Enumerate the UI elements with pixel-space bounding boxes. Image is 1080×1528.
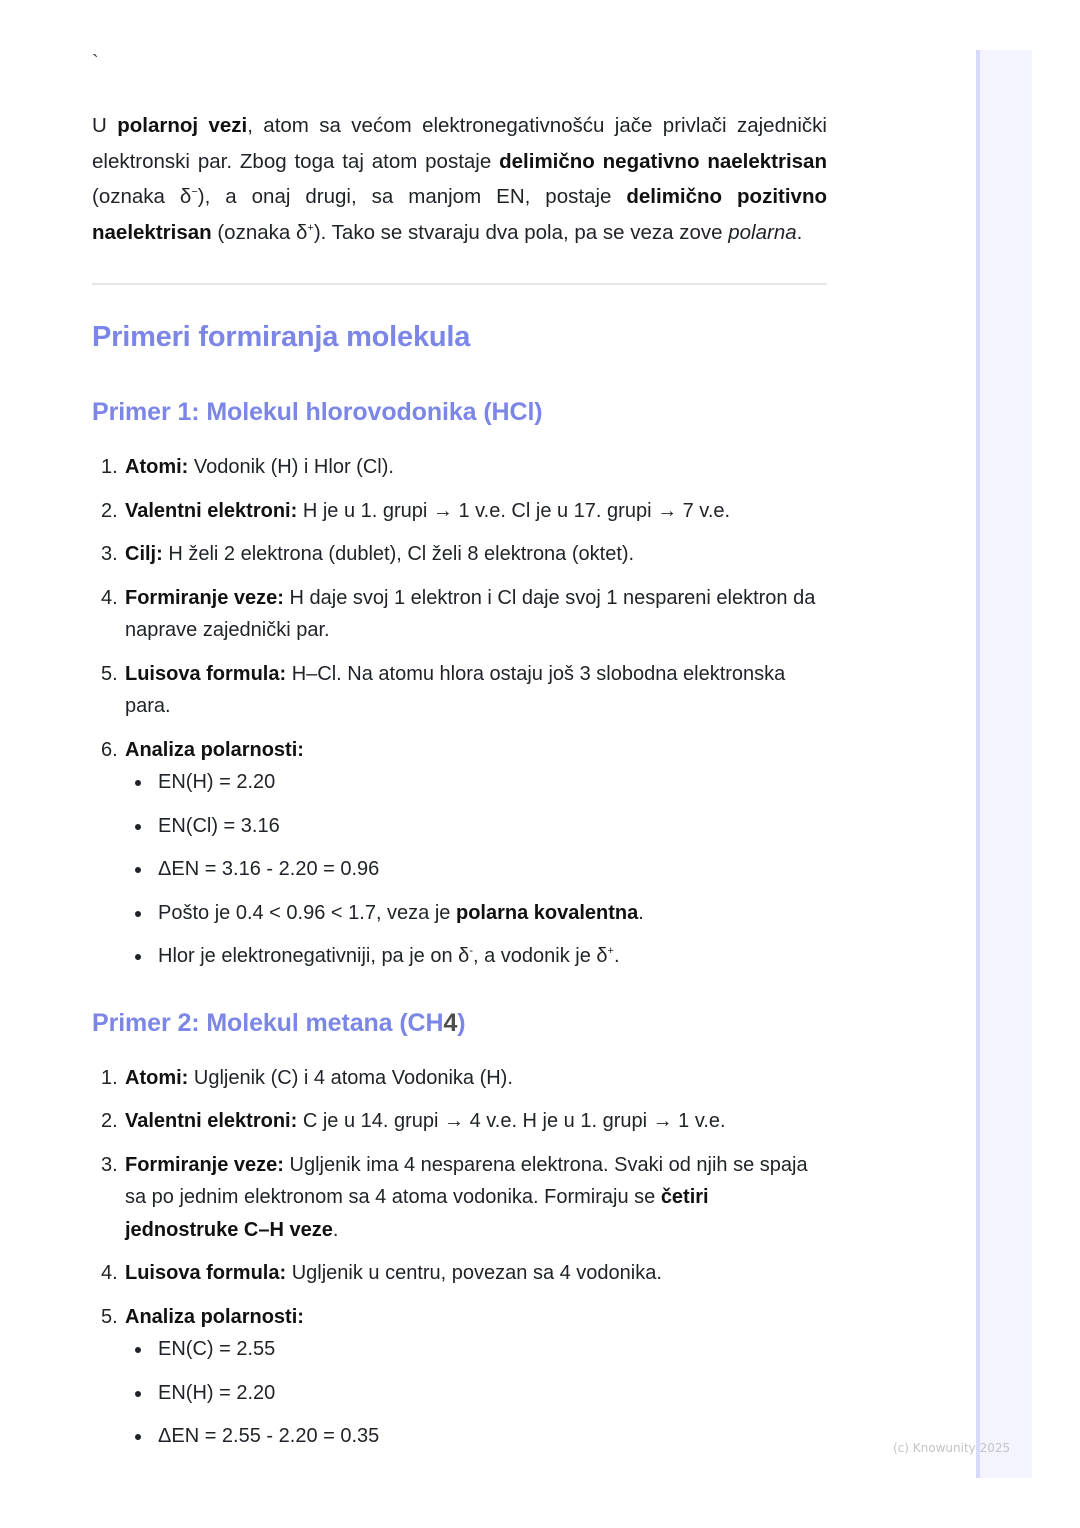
example2-steps bbox=[92, 1062, 827, 1453]
example1-bullets bbox=[125, 766, 827, 973]
divider bbox=[92, 283, 827, 285]
bullet-item: Pošto je 0.4 < 0.96 < 1.7, veza je polarna kovalentna. bbox=[125, 897, 827, 930]
list-item: 2. Valentni elektroni: H je u 1. grupi → 1 v.e. Cl je u 17. grupi → 7 v.e. bbox=[101, 499, 731, 522]
example2-title: Primer 2: Molekul metana (CH4) bbox=[92, 1008, 466, 1037]
list-item: 4. Formiranje veze: H daje svoj 1 elektron i Cl daje svoj 1 nespareni elektron da naprave zajednički par. bbox=[101, 586, 816, 641]
copyright-footer: (c) Knowunity 2025 bbox=[893, 1441, 1011, 1455]
list-item: 3. Cilj: H želi 2 elektrona (dublet), Cl želi 8 elektrona (oktet). bbox=[101, 543, 635, 565]
bullet-item: EN(H) = 2.20 bbox=[125, 1377, 827, 1410]
top-mark: ` bbox=[92, 52, 99, 74]
list-item: 6. Analiza polarnosti: EN(H) = 2.20 EN(Cl) = 3.16 ΔEN = 3.16 - 2.20 = 0.96 Pošto je 0.4 < 0.96 < 1.7, veza je polarna kovalentna. Hlor je elektronegativniji, pa je on δ-, a vodonik je δ+. bbox=[92, 734, 827, 973]
example1-steps bbox=[92, 451, 827, 973]
list-item: 1. Atomi: Vodonik (H) i Hlor (Cl). bbox=[101, 456, 394, 478]
example1-title: Primer 1: Molekul hlorovodonika (HCl) bbox=[92, 398, 543, 426]
bullet-item: EN(C) = 2.55 bbox=[125, 1333, 827, 1366]
bullet-item: ΔEN = 2.55 - 2.20 = 0.35 bbox=[125, 1420, 827, 1453]
document-content bbox=[92, 108, 827, 1464]
side-panel bbox=[976, 50, 1032, 1478]
list-item: 2. Valentni elektroni: C je u 14. grupi → 4 v.e. H je u 1. grupi → 1 v.e. bbox=[101, 1110, 726, 1132]
list-item: 3. Formiranje veze: Ugljenik ima 4 nesparena elektrona. Svaki od njih se spaja sa po jednim elektronom sa 4 atoma vodonika. Formiraju se četiri jednostruke C–H veze. bbox=[101, 1153, 808, 1241]
list-item: 5. Luisova formula: H–Cl. Na atomu hlora ostaju još 3 slobodna elektronska para. bbox=[101, 662, 786, 717]
intro-paragraph: U polarnoj vezi, atom sa većom elektronegativnošću jače privlači zajednički elektronski par. Zbog toga taj atom postaje delimično negativno naelektrisan (oznaka δ−), a onaj drugi, sa manjom EN, postaje delimično pozitivno naelektrisan (oznaka δ+). Tako se stvaraju dva pola, pa se veza zove polarna. bbox=[92, 114, 827, 244]
bullet-item: EN(H) = 2.20 bbox=[125, 766, 827, 799]
bullet-item: Hlor je elektronegativniji, pa je on δ-, a vodonik je δ+. bbox=[125, 940, 827, 973]
example2-bullets bbox=[125, 1333, 827, 1453]
list-item: 4. Luisova formula: Ugljenik u centru, povezan sa 4 vodonika. bbox=[101, 1262, 662, 1284]
section-title: Primeri formiranja molekula bbox=[92, 321, 471, 353]
list-item: 5. Analiza polarnosti: EN(C) = 2.55 EN(H) = 2.20 ΔEN = 2.55 - 2.20 = 0.35 bbox=[92, 1301, 827, 1453]
bullet-item: ΔEN = 3.16 - 2.20 = 0.96 bbox=[125, 853, 827, 886]
bullet-item: EN(Cl) = 3.16 bbox=[125, 810, 827, 843]
list-item: 1. Atomi: Ugljenik (C) i 4 atoma Vodonika (H). bbox=[101, 1066, 513, 1089]
